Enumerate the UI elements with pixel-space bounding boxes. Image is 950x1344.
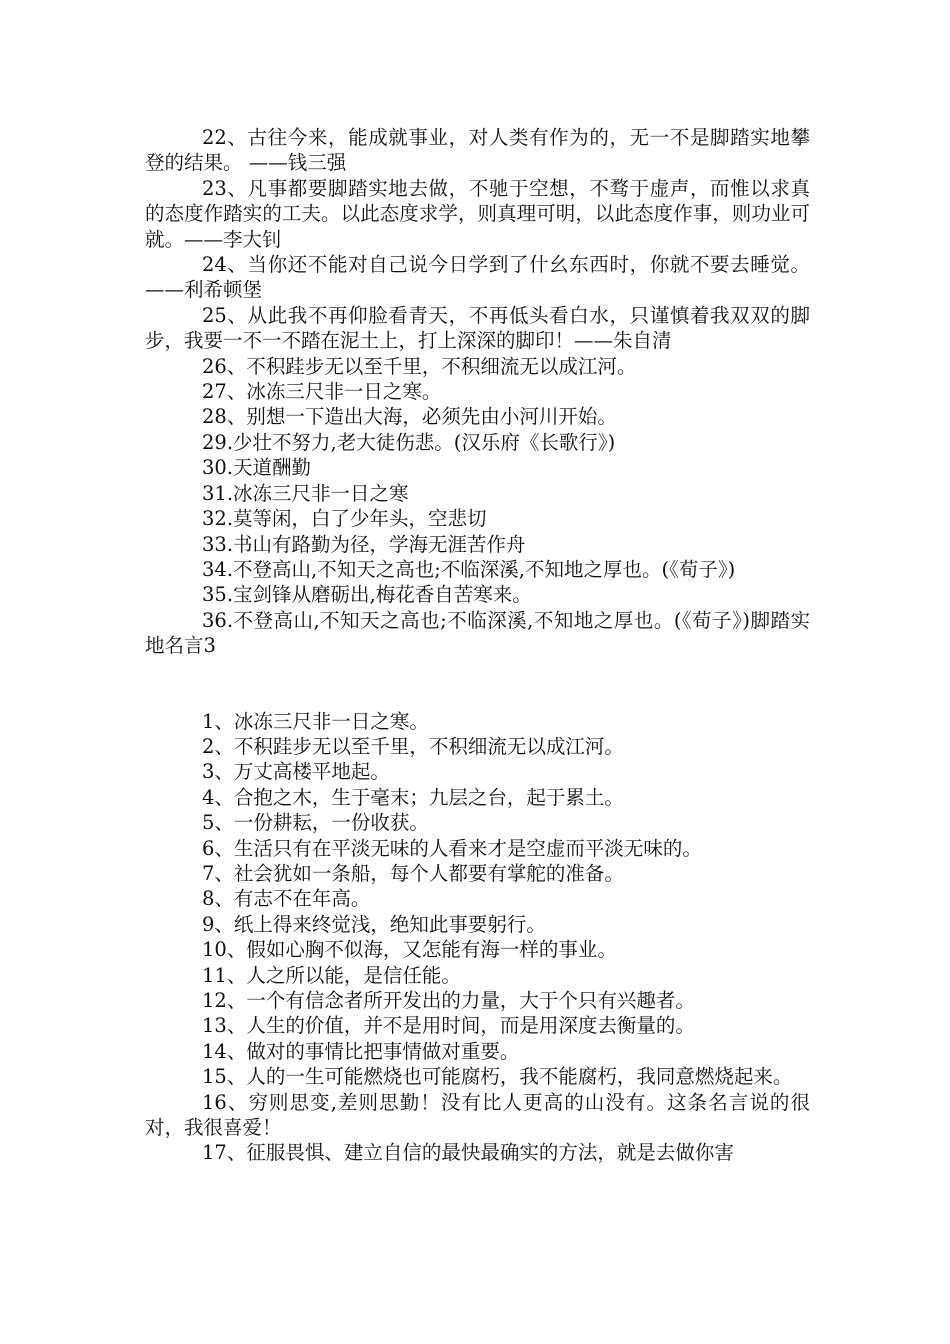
quote-item-4: 4、合抱之木，生于毫末；九层之台，起于累土。 — [202, 785, 624, 809]
quote-paragraph-27: 27、冰冻三尺非一日之寒。 — [202, 380, 442, 404]
quote-paragraph-23: 23、凡事都要脚踏实地去做，不驰于空想，不骛于虚声，而惟以求真的态度作踏实的工夫。以此态度求学，则真理可明，以此态度作事，则功业可就。——李大钊 — [145, 176, 810, 251]
document-body — [145, 125, 810, 1166]
quote-paragraph-33: 33.书山有路勤为径，学海无涯苦作舟 — [202, 532, 526, 556]
quote-item-11: 11、人之所以能，是信任能。 — [202, 963, 461, 987]
quote-item-16: 16、穷则思变,差则思勤！没有比人更高的山没有。这条名言说的很对，我很喜爱！ — [145, 1090, 810, 1140]
quote-item-5: 5、一份耕耘，一份收获。 — [202, 811, 429, 835]
quote-paragraph-24: 24、当你还不能对自己说今日学到了什幺东西时，你就不要去睡觉。 ——利希顿堡 — [145, 253, 810, 302]
quote-item-6: 6、生活只有在平淡无味的人看来才是空虚而平淡无味的。 — [202, 836, 702, 860]
quote-item-14: 14、做对的事情比把事情做对重要。 — [202, 1039, 520, 1063]
quote-paragraph-30: 30.天道酬勤 — [202, 456, 312, 480]
quote-paragraph-35: 35.宝剑锋从磨砺出,梅花香自苦寒来。 — [202, 583, 532, 607]
quote-item-3: 3、万丈高楼平地起。 — [202, 760, 390, 784]
quote-paragraph-29: 29.少壮不努力,老大徒伤悲。(汉乐府《长歌行》) — [202, 430, 616, 454]
quote-item-15: 15、人的一生可能燃烧也可能腐朽，我不能腐朽，我同意燃烧起来。 — [202, 1065, 793, 1089]
quote-item-17: 17、征服畏惧、建立自信的最快最确实的方法，就是去做你害 — [202, 1141, 734, 1165]
quote-item-7: 7、社会犹如一条船，每个人都要有掌舵的准备。 — [202, 861, 624, 885]
quote-item-10: 10、假如心胸不似海，又怎能有海一样的事业。 — [202, 938, 617, 962]
quote-paragraph-25: 25、从此我不再仰脸看青天，不再低头看白水，只谨慎着我双双的脚步，我要一不一不踏在泥土上，打上深深的脚印！——朱自清 — [145, 303, 810, 353]
quote-paragraph-32: 32.莫等闲，白了少年头，空悲切 — [202, 507, 487, 531]
quote-paragraph-26: 26、不积跬步无以至千里，不积细流无以成江河。 — [202, 354, 637, 378]
quote-item-1: 1、冰冻三尺非一日之寒。 — [202, 709, 429, 733]
quote-paragraph-34: 34.不登高山,不知天之高也;不临深溪,不知地之厚也。(《荀子》) — [202, 557, 736, 581]
section-gap — [145, 659, 810, 709]
quote-item-2: 2、不积跬步无以至千里，不积细流无以成江河。 — [202, 734, 624, 758]
quote-paragraph-22: 22、古往今来，能成就事业，对人类有作为的，无一不是脚踏实地攀登的结果。 ——钱三强 — [145, 126, 810, 175]
quote-paragraph-28: 28、别想一下造出大海，必须先由小河川开始。 — [202, 405, 617, 429]
quote-paragraph-36: 36.不登高山,不知天之高也;不临深溪,不知地之厚也。(《荀子》)脚踏实地名言3 — [145, 608, 810, 658]
quote-item-12: 12、一个有信念者所开发出的力量，大于个只有兴趣者。 — [202, 989, 695, 1012]
quote-item-9: 9、纸上得来终觉浅，绝知此事要躬行。 — [202, 912, 546, 936]
quote-paragraph-31: 31.冰冻三尺非一日之寒 — [202, 481, 409, 505]
quote-item-13: 13、人生的价值，并不是用时间，而是用深度去衡量的。 — [202, 1014, 695, 1038]
quote-item-8: 8、有志不在年高。 — [202, 887, 371, 911]
